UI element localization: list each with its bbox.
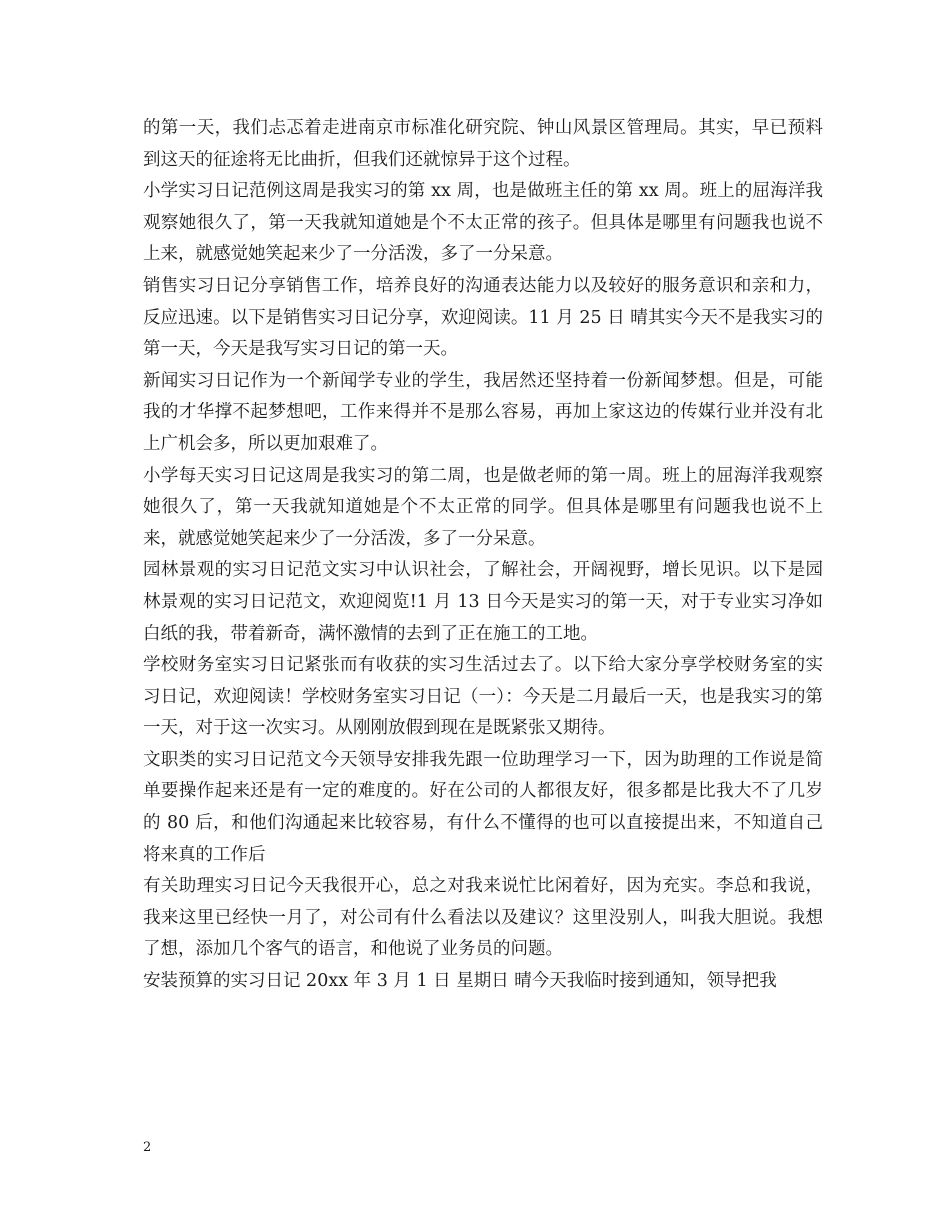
paragraph-4: 新闻实习日记作为一个新闻学专业的学生，我居然还坚持着一份新闻梦想。但是，可能我的才华撑不起梦想吧，工作来得并不是那么容易，再加上家这边的传媒行业并没有北上广机会多，所以更加艰难了。: [143, 370, 823, 454]
page-number: 2: [143, 1140, 152, 1155]
paragraph-9: 有关助理实习日记今天我很开心，总之对我来说忙比闲着好，因为充实。李总和我说，我来这里已经快一月了，对公司有什么看法以及建议？这里没别人，叫我大胆说。我想了想，添加几个客气的语言，和他说了业务员的问题。: [143, 876, 823, 960]
paragraph-3: 销售实习日记分享销售工作，培养良好的沟通表达能力以及较好的服务意识和亲和力，反应迅速。以下是销售实习日记分享，欢迎阅读。11 月 25 日 晴其实今天不是我实习的第一天，今天是我写实习日记的第一天。: [143, 275, 823, 360]
paragraph-10: 安装预算的实习日记 20xx 年 3 月 1 日 星期日 晴今天我临时接到通知，领导把我: [143, 971, 777, 992]
paragraph-8: 文职类的实习日记范文今天领导安排我先跟一位助理学习一下，因为助理的工作说是简单要操作起来还是有一定的难度的。好在公司的人都很友好，很多都是比我大不了几岁的 80 后，和他们沟通起来比较容易，有什么不懂得的也可以直接提出来，不知道自己将来真的工作后: [143, 749, 823, 865]
paragraph-1: 的第一天，我们忐忑着走进南京市标准化研究院、钟山风景区管理局。其实，早已预料到这天的征途将无比曲折，但我们还就惊异于这个过程。: [143, 118, 823, 170]
paragraph-5: 小学每天实习日记这周是我实习的第二周，也是做老师的第一周。班上的屈海洋我观察她很久了，第一天我就知道她是个不太正常的同学。但具体是哪里有问题我也说不上来，就感觉她笑起来少了一分活泼，多了一分呆意。: [143, 465, 823, 549]
body-text: [143, 113, 823, 998]
paragraph-7: 学校财务室实习日记紧张而有收获的实习生活过去了。以下给大家分享学校财务室的实习日记，欢迎阅读！学校财务室实习日记（一）：今天是二月最后一天，也是我实习的第一天，对于这一次实习。从刚刚放假到现在是既紧张又期待。: [143, 655, 823, 739]
paragraph-2: 小学实习日记范例这周是我实习的第 xx 周，也是做班主任的第 xx 周。班上的屈海洋我观察她很久了，第一天我就知道她是个不太正常的孩子。但具体是哪里有问题我也说不上来，就感觉她笑起来少了一分活泼，多了一分呆意。: [143, 181, 823, 265]
paragraph-6: 园林景观的实习日记范文实习中认识社会，了解社会，开阔视野，增长见识。以下是园林景观的实习日记范文，欢迎阅览!1 月 13 日今天是实习的第一天，对于专业实习净如白纸的我，带着新奇，满怀激情的去到了正在施工的工地。: [143, 560, 823, 644]
